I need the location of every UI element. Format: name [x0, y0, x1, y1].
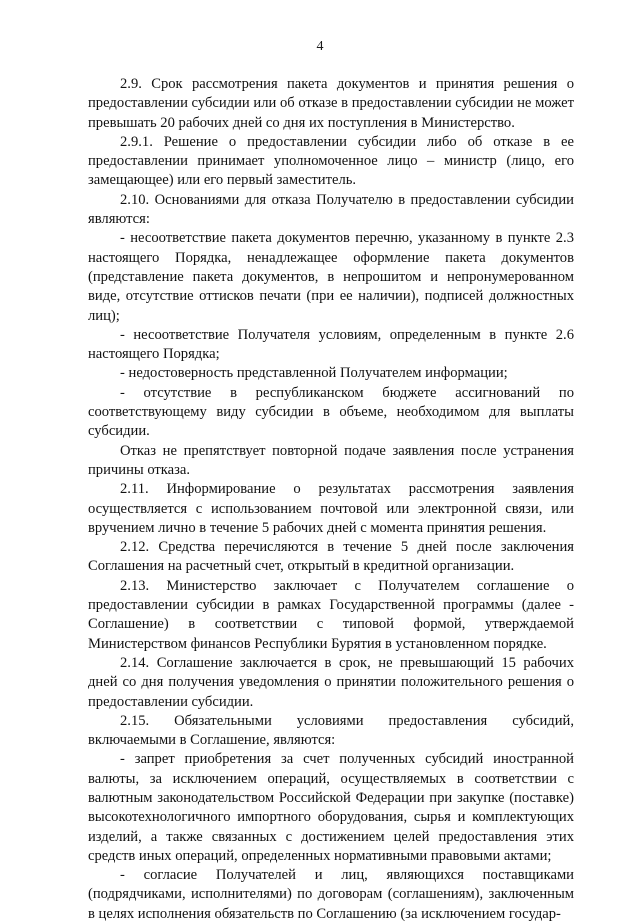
list-item-currency-ban: - запрет приобретения за счет полученных субсидий иностранной валюты, за исключением операций, осуществляемых в соответствии с валютным законодательством Российской Федерации при закупке (поставке) высокотехнологичного импортного оборудования, сырья и комплектующих изделий, а также связанных с достижением целей предоставления этих средств иных операций, определенных нормативными правовыми актами; [88, 751, 574, 864]
paragraph-2-11: 2.11. Информирование о результатах рассмотрения заявления осуществляется с использованием почтовой или электронной связи, или вручением лично в течение 5 рабочих дней с момента принятия решения. [88, 481, 574, 536]
paragraph-2-15: 2.15. Обязательными условиями предоставления субсидий, включаемыми в Соглашение, являются: [88, 712, 574, 749]
paragraph-2-9-1: 2.9.1. Решение о предоставлении субсидии либо об отказе в ее предоставлении принимает уполномоченное лицо – министр (лицо, его замещающее) или его первый заместитель. [88, 133, 574, 189]
document-body [88, 75, 574, 924]
list-item-refusal-conditions: - несоответствие Получателя условиям, определенным в пункте 2.6 настоящего Порядка; [88, 326, 574, 363]
paragraph-2-10: 2.10. Основаниями для отказа Получателю в предоставлении субсидии являются: [88, 191, 574, 228]
paragraph-2-9: 2.9. Срок рассмотрения пакета документов и принятия решения о предоставлении субсидии или об отказе в предоставлении субсидии не может превышать 20 рабочих дней со дня их поступления в Министерство. [88, 76, 574, 131]
list-item-refusal-documents: - несоответствие пакета документов перечню, указанному в пункте 2.3 настоящего Порядка, ненадлежащее оформление пакета документов (представление пакета документов, в непрошитом и непронумерованном виде, отсутствие оттисков печати (при ее наличии), подписей должностных лиц); [88, 230, 574, 324]
paragraph-2-13: 2.13. Министерство заключает с Получателем соглашение о предоставлении субсидии в рамках Государственной программы (далее - Соглашение) в соответствии с типовой формой, утверждаемой Министерством финансов Республики Бурятия в установленном порядке. [88, 577, 574, 652]
list-item-supplier-consent: - согласие Получателей и лиц, являющихся поставщиками (подрядчиками, исполнителями) по договорам (соглашениям), заключенным в целях исполнения обязательств по Соглашению (за исключением государ- [88, 867, 574, 922]
paragraph-2-14: 2.14. Соглашение заключается в срок, не превышающий 15 рабочих дней со дня получения уведомления о принятии положительного решения о предоставлении субсидии. [88, 654, 574, 710]
list-item-refusal-budget: - отсутствие в республиканском бюджете ассигнований по соответствующему виду субсидии в объеме, необходимом для выплаты субсидии. [88, 384, 574, 440]
list-item-refusal-false-info: - недостоверность представленной Получателем информации; [120, 365, 508, 382]
page-number: 4 [316, 39, 324, 54]
paragraph-refusal-note: Отказ не препятствует повторной подаче заявления после устранения причины отказа. [88, 442, 574, 478]
paragraph-2-12: 2.12. Средства перечисляются в течение 5 дней после заключения Соглашения на расчетный счет, открытый в кредитной организации. [88, 539, 574, 575]
